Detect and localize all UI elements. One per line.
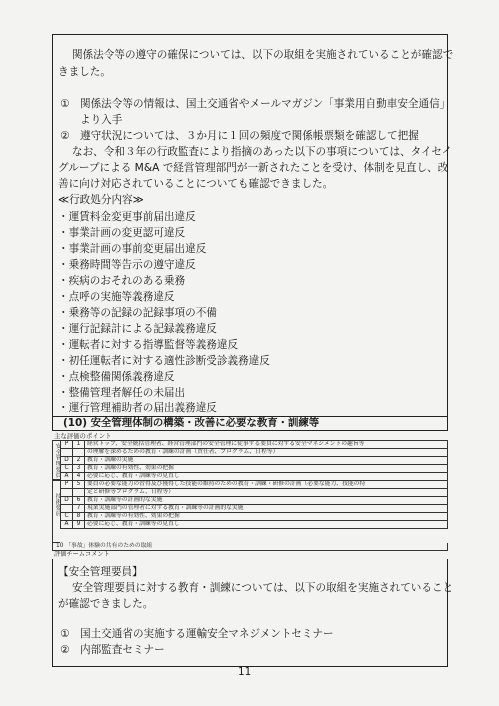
violation-item: ・運行記録計による記録義務違反 — [58, 323, 217, 335]
table-row: C 3 教育・訓練の有効性、効果の把握 — [61, 465, 448, 473]
staff-item-2: 内部監査セミナー — [80, 644, 165, 656]
table-row: D 6 教育・訓練等の計画的な実施 — [61, 497, 448, 505]
intro-line-1: 関係法令等の遵守の確保については、以下の取組を実施されていることが確認で — [72, 49, 454, 61]
violation-item: ・事業計画の変更認可違反 — [58, 227, 186, 239]
staff-item-1: 国土交通省の実施する運輸安全マネジメントセミナー — [80, 628, 334, 640]
violation-item: ・点呼の実施等義務違反 — [58, 291, 175, 303]
evaluation-comment-label: 評価チームコメント — [54, 551, 110, 558]
category-technical-staff: 技術要員 — [52, 480, 60, 543]
item-1-line-2: より入手 — [80, 114, 123, 126]
item-2-line-1: 遵守状況については、３か月に１回の頻度で関係帳票類を確認して把握 — [80, 130, 419, 142]
item-1-line-1: 関係法令等の情報は、国土交通省やメールマガジン「事業用自動車安全通信」 — [80, 98, 451, 110]
table-row-10: 10 「事故」体験の共有のための取組 — [52, 543, 448, 551]
table-row: A 4 必要に応じ、教育・訓練等の見直し — [61, 473, 448, 481]
table-row: C 8 教育・訓練等の有効性、効果の把握 — [61, 513, 448, 521]
staff-line-1: 安全管理要員に対する教育・訓練については、以下の取組を実施されていること — [72, 582, 454, 594]
item-2-number: ② — [60, 130, 70, 142]
note-line-2: グループによる M&A で経営管理部門が一新されたことを受け、体制を見直し、改 — [58, 162, 449, 174]
section-10-title: (10) 安全管理体制の構築・改善に必要な教育・訓練等 — [52, 416, 448, 431]
intro-line-2: きました。 — [58, 66, 111, 78]
table-row: 定と研修等プログラム、日程等） — [61, 489, 448, 497]
table-row: の理解を深めるための教育・訓練の計画（責任者、プログラム、日程等） — [61, 449, 448, 457]
category-safety-staff: 安全管理要員 — [52, 440, 60, 480]
table-row: D 2 教育・訓練の実施 — [61, 457, 448, 465]
evaluation-points-table — [60, 440, 448, 529]
violation-item: ・初任運転者に対する適性診断受診義務違反 — [58, 355, 270, 367]
violation-item: ・整備管理者解任の未届出 — [58, 387, 186, 399]
violation-item: ・疾病のおそれのある乗務 — [58, 275, 186, 287]
violation-item: ・運転者に対する指導監督等義務違反 — [58, 339, 239, 351]
violation-item: ・運行管理補助者の届出義務違反 — [58, 402, 217, 414]
violations-heading: ≪行政処分内容≫ — [58, 194, 144, 206]
staff-line-2: が確認できました。 — [58, 598, 154, 610]
violation-item: ・運賃料金変更事前届出違反 — [58, 211, 196, 223]
table-row: A 9 必要に応じ、教育・訓練等の見直し — [61, 521, 448, 529]
page-number: 11 — [238, 666, 252, 678]
violation-item: ・点検整備関係義務違反 — [58, 371, 175, 383]
violation-item: ・事業計画の事前変更届出違反 — [58, 243, 207, 255]
evaluation-points-label: 主な評価のポイント — [54, 432, 112, 440]
staff-heading: 【安全管理要員】 — [58, 566, 143, 578]
item-1-number: ① — [60, 98, 70, 110]
staff-item-2-number: ② — [60, 644, 70, 656]
table-row: 7 現業実施部門の管理者に対する教育・訓練等の計画的な実施 — [61, 505, 448, 513]
staff-item-1-number: ① — [60, 628, 70, 640]
table-row: P 5 要員の必要な能力の習得及び獲得した技能の維持のための教育・訓練・研修の計画（必要な能力、技能の特 — [61, 481, 448, 489]
note-line-3: 善に向け対応されていることについても確認できました。 — [58, 178, 334, 190]
violation-item: ・乗務等の記録の記録事項の不備 — [58, 307, 217, 319]
note-line-1: なお、令和３年の行政監査により指摘のあった以下の事項については、タイセイ — [72, 146, 453, 158]
table-row: P 1 経営トップ、安全統括管理者、経営管理部門の安全管理に従事する要員に対する安全マネジメントの趣旨等 — [61, 441, 448, 449]
violation-item: ・乗務時間等告示の遵守違反 — [58, 259, 196, 271]
